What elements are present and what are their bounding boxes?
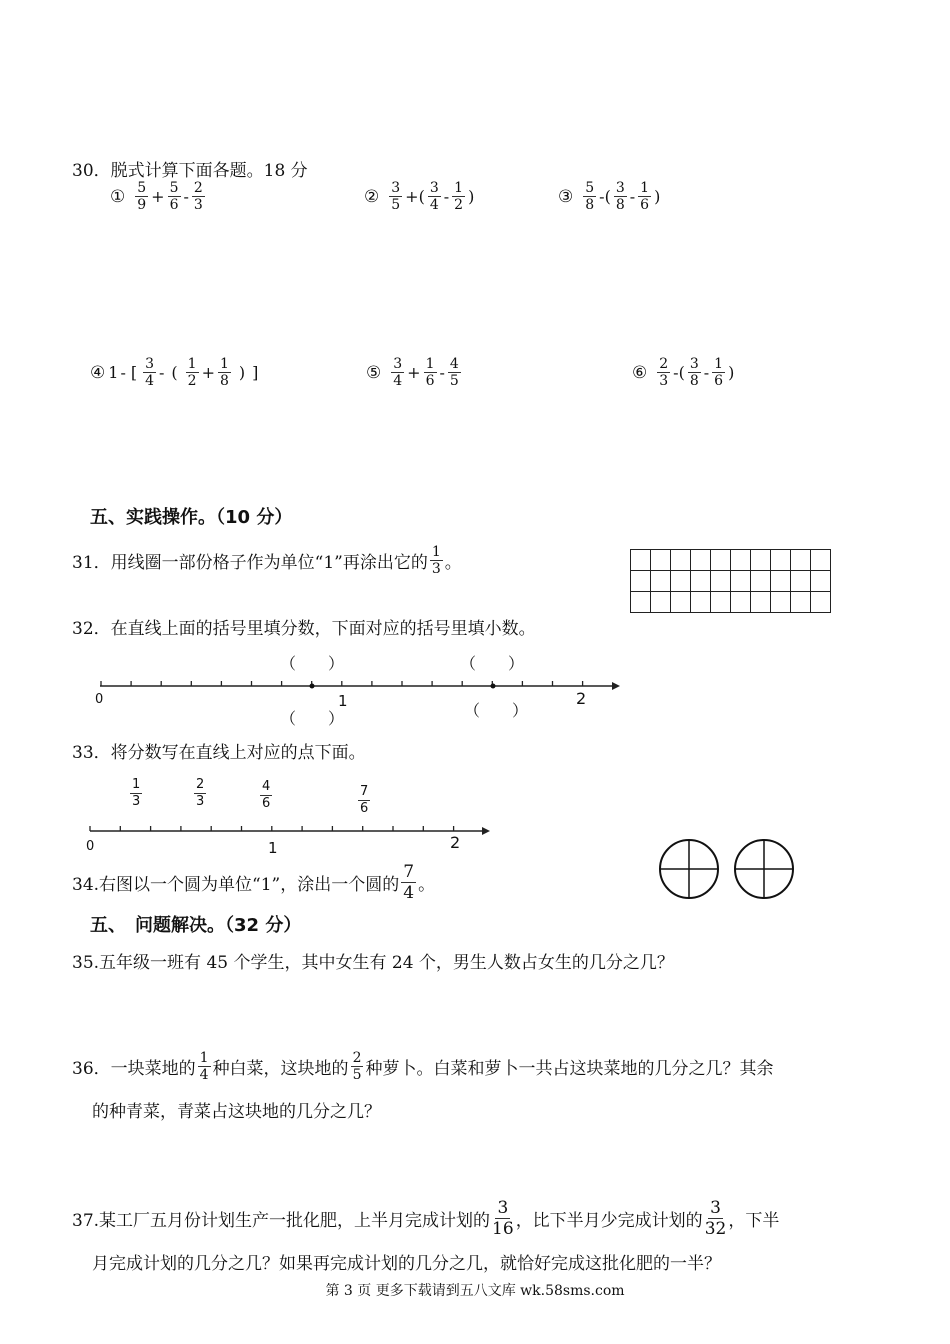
q34-circles[interactable] [658, 838, 798, 900]
q33-frac-3: $\frac{4}{6}$ [262, 779, 271, 811]
q37-line2: 月完成计划的几分之几？如果再完成计划的几分之几，就恰好完成这批化肥的一半？ [92, 1254, 721, 1274]
expr-6: ⑥ $\frac{2}{3}$ -( $\frac{3}{8}$ - $\frac{1}{6}$ ) [632, 356, 735, 389]
q36-line2: 的种青菜，青菜占这块地的几分之几？ [92, 1102, 381, 1122]
q32-tick-1: 1 [338, 692, 348, 710]
q33-tick-1: 1 [268, 839, 278, 857]
q35-text: 35.五年级一班有 45 个学生，其中女生有 24 个，男生人数占女生的几分之几？ [72, 953, 674, 973]
section-practice-heading: 五、实践操作。（10 分） [90, 507, 293, 528]
expr-5: ⑤ $\frac{3}{4}$ + $\frac{1}{6}$ - $\frac{4}{5}$ [366, 356, 459, 389]
expr-2: ② $\frac{3}{5}$ +( $\frac{3}{4}$ - $\frac{1}{2}$ ) [364, 180, 475, 213]
circle-1[interactable] [660, 840, 718, 898]
section-problem-solving-heading: 五、 问题解决。（32 分） [90, 915, 302, 936]
q32-blank-bottom-1[interactable]: （ ） [280, 709, 345, 728]
q33-frac-1: $\frac{1}{3}$ [132, 777, 141, 809]
circle-2[interactable] [735, 840, 793, 898]
expr-3: ③ $\frac{5}{8}$ -( $\frac{3}{8}$ - $\frac{1}{6}$ ) [558, 180, 661, 213]
q36-line1: 36．一块菜地的 $\frac{1}{4}$ 种白菜，这块地的 $\frac{2}{5}$ 种萝卜。白菜和萝卜一共占这块菜地的几分之几？其余 [72, 1050, 774, 1083]
q32-blank-bottom-2[interactable]: （ ） [464, 701, 529, 720]
q32-tick-0: 0 [95, 692, 104, 707]
q33-tick-0: 0 [86, 839, 95, 854]
q31: 31．用线圈一部份格子作为单位“1”再涂出它的 $\frac{1}{3}$ 。 [72, 544, 462, 577]
q33-frac-2: $\frac{2}{3}$ [196, 777, 205, 809]
q33-text: 33．将分数写在直线上对应的点下面。 [72, 743, 366, 763]
q34: 34.右图以一个圆为单位“1”，涂出一个圆的 $\frac{7}{4}$ 。 [72, 862, 436, 903]
q37-line1: 37.某工厂五月份计划生产一批化肥，上半月完成计划的 $\frac{3}{16}$ ，比下半月少完成计划的 $\frac{3}{32}$ ，下半 [72, 1198, 780, 1239]
q30-title: 30．脱式计算下面各题。18 分 [72, 161, 308, 181]
q33-frac-4: $\frac{7}{6}$ [360, 784, 369, 816]
q32-blank-top-1[interactable]: （ ） [280, 654, 345, 673]
q32-text: 32．在直线上面的括号里填分数，下面对应的括号里填小数。 [72, 619, 536, 639]
q32-blank-top-2[interactable]: （ ） [460, 654, 525, 673]
q33-tick-2: 2 [450, 833, 461, 852]
expr-1: ① $\frac{5}{9}$ + $\frac{5}{6}$ - $\frac{2}{3}$ [110, 180, 203, 213]
page-footer: 第 3 页 更多下载请到五八文库 wk.58sms.com [325, 1283, 625, 1299]
q32-tick-2: 2 [576, 689, 587, 708]
expr-4: ④ 1 - [ $\frac{3}{4}$ - ( $\frac{1}{2}$ + $\frac{1}{8}$ ) ] [90, 356, 259, 389]
